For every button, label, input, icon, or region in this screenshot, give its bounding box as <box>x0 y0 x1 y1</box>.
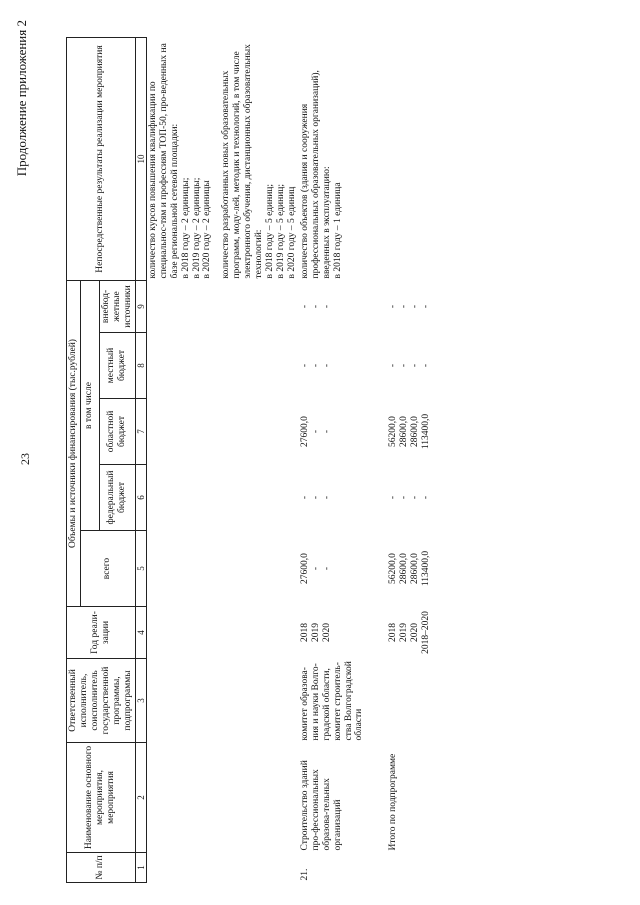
row-extra: - - - <box>299 304 332 309</box>
continued-results: количество курсов повышения квалификации по специальнос-тям и профессиям ТОП-50, про-веденных на базе региональной сетевой площадки: в 2018 году – 2 единицы; в 2019 году – 2 единицы; в 2020 году – 2 единицы количество разработанных новых образовательных программ, моду-лей, методик и технологий, в том числе электронного обучения, дистанционных образовательных технологий: в 2018 году – 5 единиц; в 2019 году – 5 единиц; в 2020 году – 5 единиц <box>147 43 297 279</box>
header-local: местный бюджет <box>99 333 135 399</box>
total-extra: - - - - <box>388 304 432 309</box>
header-year: Год реали-зации <box>67 607 136 659</box>
total-total: 56200,0 28600,0 28600,0 113400,0 <box>388 550 432 587</box>
header-num: № п/п <box>67 853 136 883</box>
header-executor: Ответственный исполнитель, соисполнитель государственной программы, подпрограммы <box>67 659 136 743</box>
header-total: всего <box>80 531 135 607</box>
total-federal: - - - - <box>388 495 432 500</box>
col-number: 10 <box>135 37 146 280</box>
header-regional: областной бюджет <box>99 399 135 465</box>
row-federal: - - - <box>299 495 332 500</box>
header-incl: в том числе <box>80 280 99 530</box>
header-funding: Объемы и источники финансирования (тыс.рублей) <box>67 280 81 606</box>
col-number: 9 <box>135 280 146 332</box>
col-number: 3 <box>135 659 146 743</box>
col-number: 7 <box>135 399 146 465</box>
col-number: 4 <box>135 607 146 659</box>
continuation-label: Продолжение приложения 2 <box>14 20 29 177</box>
col-number: 2 <box>135 743 146 853</box>
header-federal: федеральный бюджет <box>99 465 135 531</box>
total-label: Итого по подпрограмме <box>388 753 399 851</box>
row-local: - - - <box>299 363 332 368</box>
program-table <box>66 37 433 883</box>
table-row <box>146 37 298 882</box>
total-years: 2018 2019 2020 2018–2020 <box>388 611 432 654</box>
row-name: Строительство зданий про-фессиональных образова-тельных организаций <box>299 760 343 851</box>
row-total: 27600,0 - - <box>299 553 332 584</box>
col-number: 5 <box>135 531 146 607</box>
header-name: Наименование основного мероприятия, мероприятия <box>67 743 136 853</box>
header-extra: внебюд-жетные источники <box>99 280 135 332</box>
header-results: Непосредственные результаты реализации мероприятия <box>67 37 136 280</box>
total-regional: 56200,0 28600,0 28600,0 113400,0 <box>388 413 432 450</box>
col-number: 6 <box>135 465 146 531</box>
row-years: 2018 2019 2020 <box>299 623 332 642</box>
col-number: 1 <box>135 853 146 883</box>
page-number: 23 <box>18 453 32 465</box>
row-executor: комитет образова-ния и науки Волго-градской области, комитет строитель-ства Волгоградской области <box>299 661 365 741</box>
table-row <box>299 37 367 882</box>
table-row-total <box>366 37 433 882</box>
total-local: - - - - <box>388 363 432 368</box>
row-results: количество объектов (здания и сооружения профессиональных образовательных организаций), введенных в эксплуатацию: в 2018 году – 1 единица <box>299 70 343 279</box>
col-number: 8 <box>135 333 146 399</box>
row-num: 21. <box>299 868 310 881</box>
row-regional: 27600,0 - - <box>299 416 332 447</box>
